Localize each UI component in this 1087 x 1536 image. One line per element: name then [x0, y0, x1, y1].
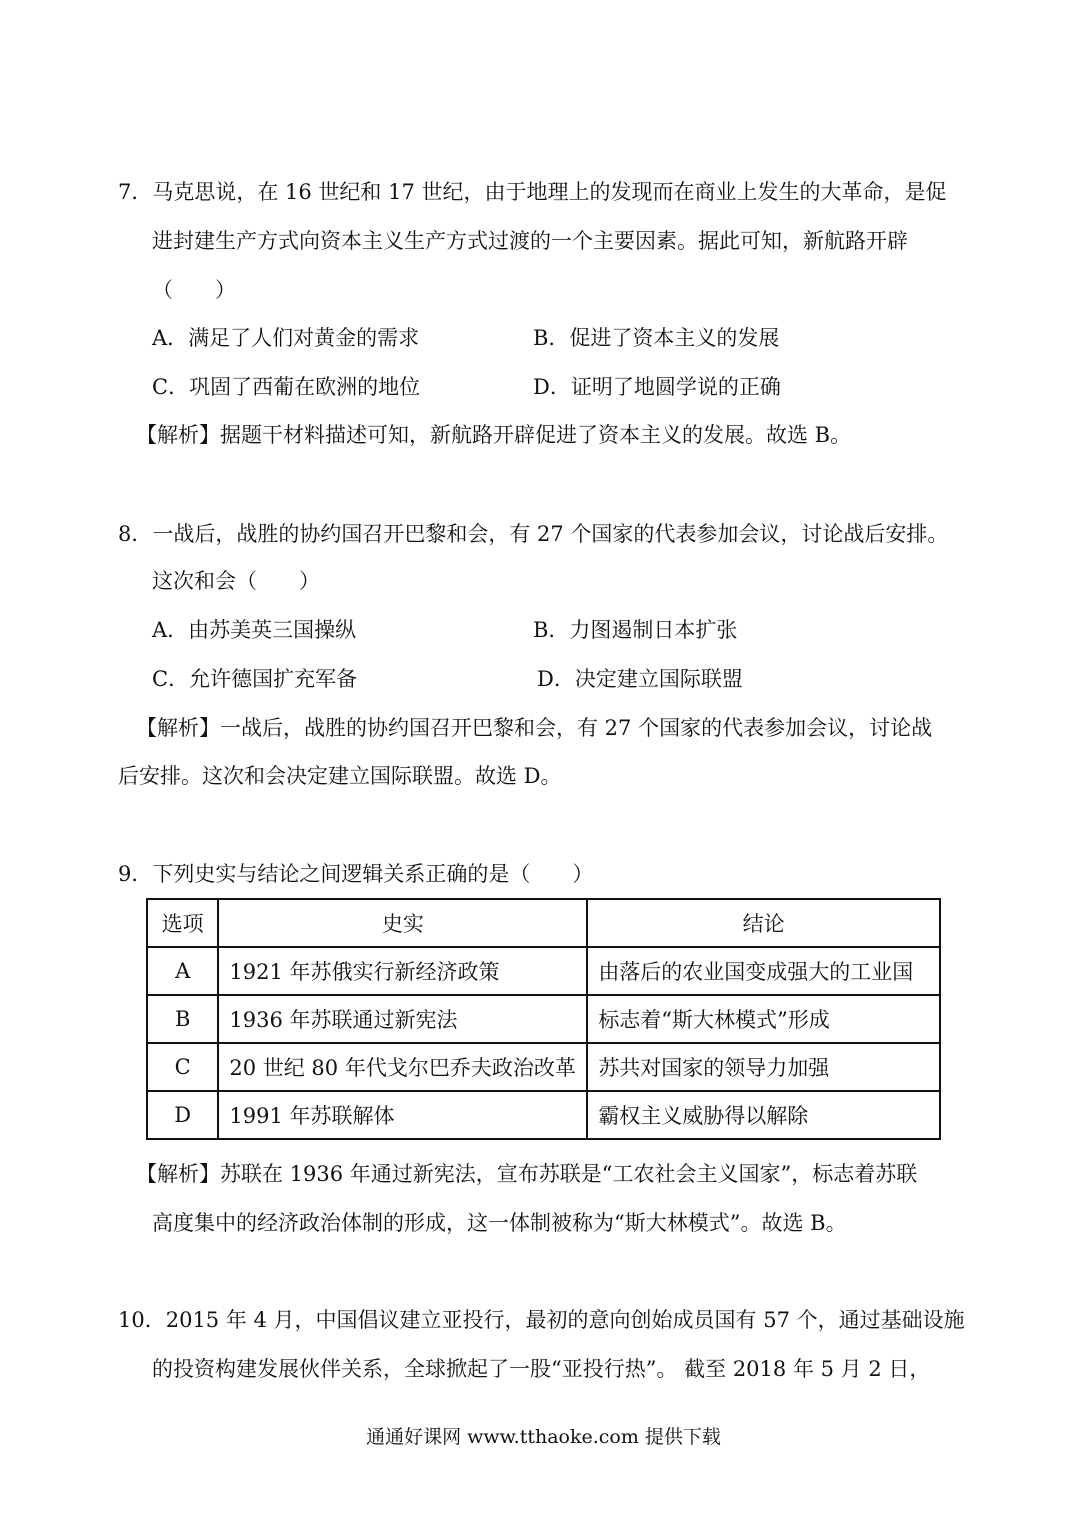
q7-analysis: 【解析】据题干材料描述可知，新航路开辟促进了资本主义的发展。故选 B。 — [136, 423, 852, 447]
table-header-conclusion: 结论 — [587, 899, 940, 947]
q9-stem: 9．下列史实与结论之间逻辑关系正确的是（ ） — [118, 862, 594, 886]
table-cell-fact: 1921 年苏俄实行新经济政策 — [218, 947, 587, 995]
table-row — [147, 1043, 940, 1091]
q7-option-a: A．满足了人们对黄金的需求 — [152, 326, 420, 350]
table-header-row — [147, 899, 940, 947]
table-header-option: 选项 — [147, 899, 218, 947]
table-cell-fact: 1936 年苏联通过新宪法 — [218, 995, 587, 1043]
table-cell-option: C — [147, 1043, 218, 1091]
table-cell-conclusion: 霸权主义威胁得以解除 — [587, 1091, 940, 1139]
q8-option-c: C．允许德国扩充军备 — [152, 667, 358, 691]
q7-stem-line2: 进封建生产方式向资本主义生产方式过渡的一个主要因素。据此可知，新航路开辟 — [152, 229, 908, 253]
table-cell-option: B — [147, 995, 218, 1043]
q8-analysis-line2: 后安排。这次和会决定建立国际联盟。故选 D。 — [118, 764, 562, 788]
q9-analysis-line1: 【解析】苏联在 1936 年通过新宪法，宣布苏联是“工农社会主义国家”，标志着苏联 — [136, 1162, 918, 1186]
table-cell-conclusion: 标志着“斯大林模式”形成 — [587, 995, 940, 1043]
q7-stem-line3: （ ） — [152, 278, 236, 302]
q8-stem-line1: 8．一战后，战胜的协约国召开巴黎和会，有 27 个国家的代表参加会议，讨论战后安排。 — [118, 522, 949, 546]
q10-stem-line1: 10．2015 年 4 月，中国倡议建立亚投行，最初的意向创始成员国有 57 个，通过基础设施 — [118, 1308, 965, 1332]
table-cell-option: A — [147, 947, 218, 995]
table-cell-conclusion: 由落后的农业国变成强大的工业国 — [587, 947, 940, 995]
q8-option-a: A．由苏美英三国操纵 — [152, 618, 357, 642]
q8-option-d: D．决定建立国际联盟 — [537, 667, 743, 691]
table-cell-conclusion: 苏共对国家的领导力加强 — [587, 1043, 940, 1091]
q7-stem-line1: 7．马克思说，在 16 世纪和 17 世纪，由于地理上的发现而在商业上发生的大革命，是促 — [118, 180, 947, 204]
table-cell-option: D — [147, 1091, 218, 1139]
table-cell-fact: 1991 年苏联解体 — [218, 1091, 587, 1139]
table-cell-fact: 20 世纪 80 年代戈尔巴乔夫政治改革 — [218, 1043, 587, 1091]
table-row — [147, 1091, 940, 1139]
q10-stem-line2: 的投资构建发展伙伴关系，全球掀起了一股“亚投行热”。 截至 2018 年 5 月 2 日， — [152, 1357, 931, 1381]
q8-option-b: B．力图遏制日本扩张 — [533, 618, 738, 642]
table-row — [147, 947, 940, 995]
q7-option-d: D．证明了地圆学说的正确 — [533, 375, 781, 399]
q9-analysis-line2: 高度集中的经济政治体制的形成，这一体制被称为“斯大林模式”。故选 B。 — [152, 1211, 847, 1235]
q9-table — [146, 898, 941, 1140]
q8-stem-line2: 这次和会（ ） — [152, 569, 320, 593]
q8-analysis-line1: 【解析】一战后，战胜的协约国召开巴黎和会，有 27 个国家的代表参加会议，讨论战 — [136, 716, 933, 740]
q7-option-b: B．促进了资本主义的发展 — [533, 326, 780, 350]
q7-option-c: C．巩固了西葡在欧洲的地位 — [152, 375, 421, 399]
page-footer: 通通好课网 www.tthaoke.com 提供下载 — [366, 1426, 721, 1448]
table-header-fact: 史实 — [218, 899, 587, 947]
table-row — [147, 995, 940, 1043]
